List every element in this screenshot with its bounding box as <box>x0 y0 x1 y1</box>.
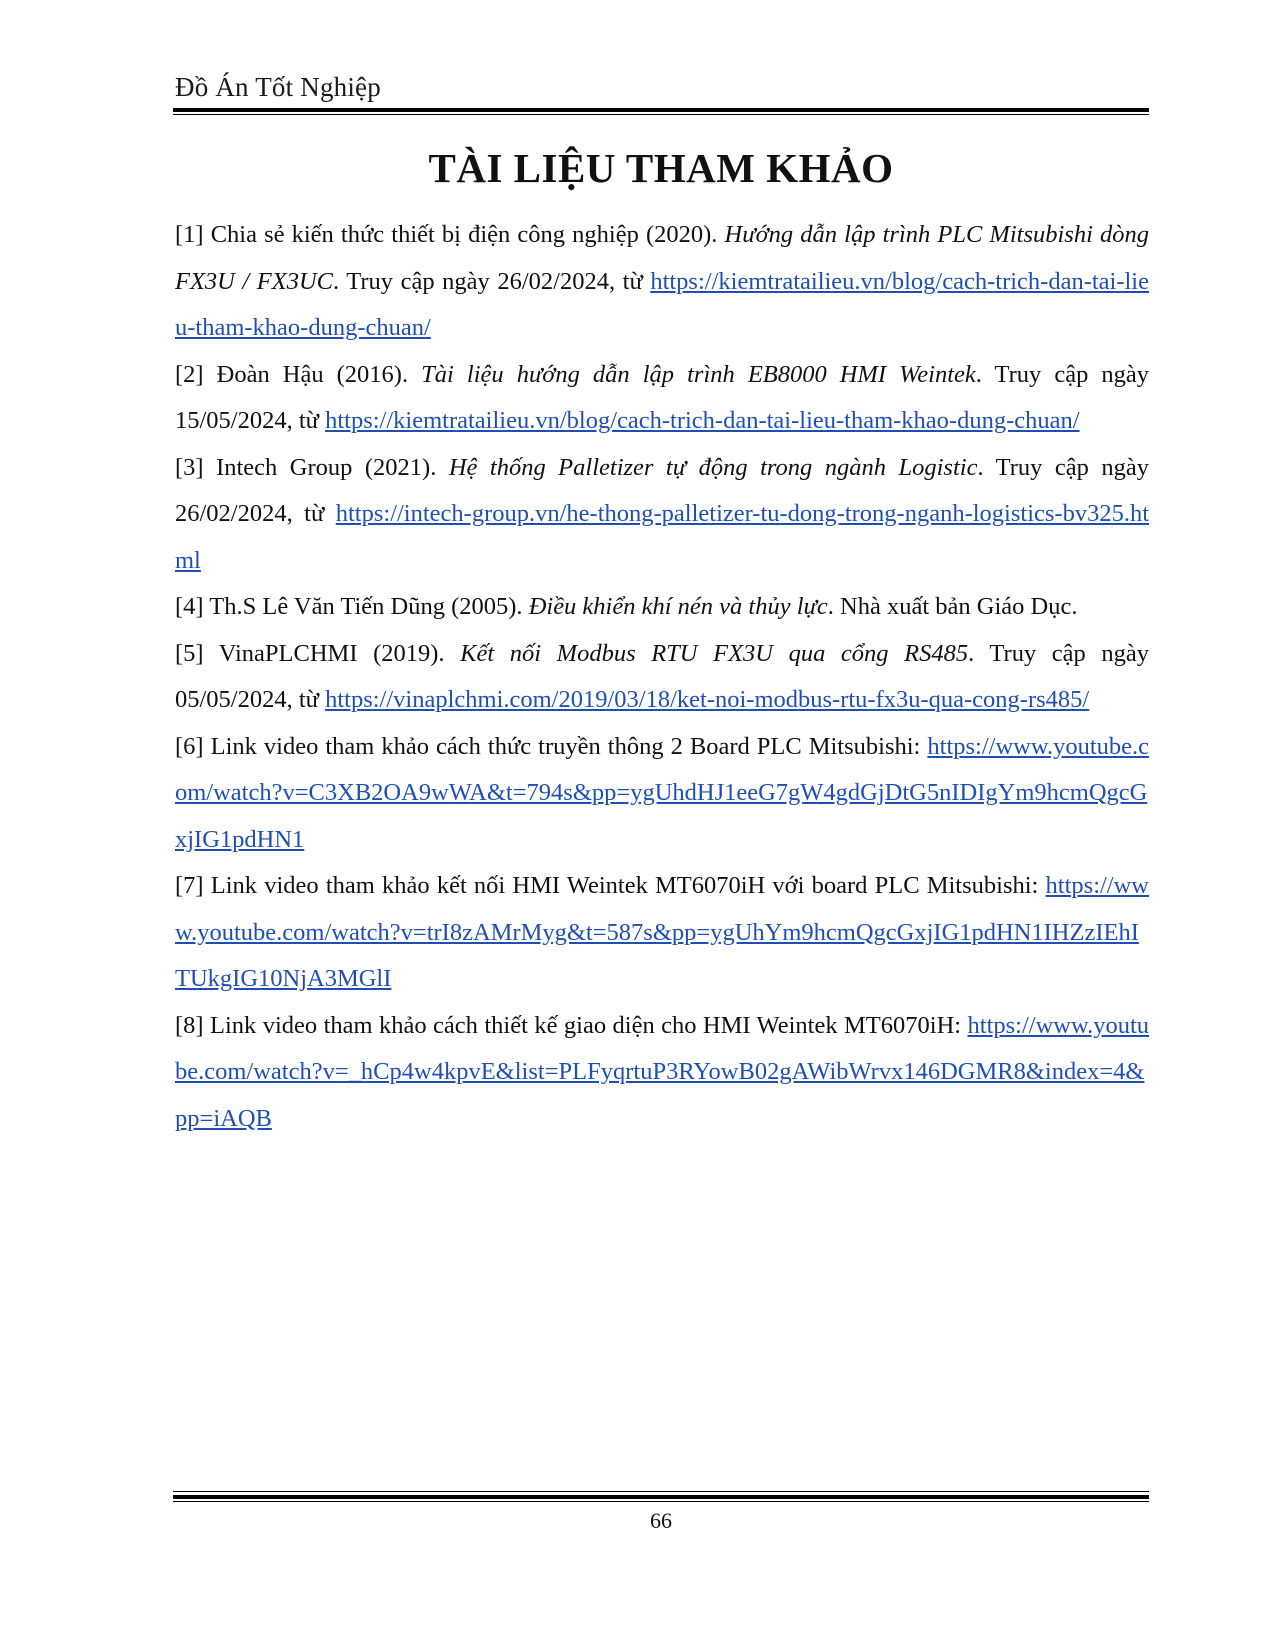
reference-item-6 <box>175 724 1149 864</box>
page-number: 66 <box>650 1508 672 1533</box>
reference-author: Intech Group (2021). <box>216 453 437 481</box>
reference-number: [4] <box>175 593 204 620</box>
footer-rule-thin-lower <box>173 1501 1149 1502</box>
reference-description: Link video tham khảo cách thiết kế giao diện cho HMI Weintek MT6070iH: <box>210 1011 962 1039</box>
reference-link[interactable]: https://kiemtratailieu.vn/blog/cach-trich-dan-tai-lieu-tham-khao-dung-chuan/ <box>175 267 1149 341</box>
reference-access-note: . Truy cập ngày 26/02/2024, từ <box>175 453 1150 527</box>
reference-access-note: . Truy cập ngày 15/05/2024, từ <box>175 360 1150 434</box>
reference-item-1 <box>175 212 1149 352</box>
reference-work-title: Hệ thống Palletizer tự động trong ngành Logistic <box>448 453 978 481</box>
reference-number: [8] <box>175 1011 204 1039</box>
footer-rule-thick <box>173 1495 1149 1499</box>
reference-access-note: . Truy cập ngày 05/05/2024, từ <box>175 639 1150 713</box>
reference-item-8 <box>175 1003 1149 1143</box>
reference-item-7 <box>175 863 1149 1003</box>
reference-author: Th.S Lê Văn Tiến Dũng (2005). <box>209 593 523 620</box>
header-rule-thin <box>173 114 1149 115</box>
reference-item-3 <box>175 445 1149 585</box>
reference-work-title: Kết nối Modbus RTU FX3U qua cổng RS485 <box>460 639 969 667</box>
footer-rule-thin <box>173 1491 1149 1492</box>
reference-description: Link video tham khảo cách thức truyền thông 2 Board PLC Mitsubishi: <box>210 732 921 760</box>
reference-work-title: Tài liệu hướng dẫn lập trình EB8000 HMI Weintek <box>421 360 976 388</box>
reference-publisher: . Nhà xuất bản Giáo Dục. <box>827 593 1078 620</box>
reference-author: VinaPLCHMI (2019). <box>218 639 445 667</box>
reference-number: [1] <box>175 221 204 248</box>
reference-work-title: Điều khiển khí nén và thủy lực <box>528 593 828 620</box>
reference-item-2 <box>175 352 1149 445</box>
reference-link[interactable]: https://vinaplchmi.com/2019/03/18/ket-noi-modbus-rtu-fx3u-qua-cong-rs485/ <box>325 686 1090 713</box>
reference-video-link[interactable]: https://www.youtube.com/watch?v=C3XB2OA9wWA&t=794s&pp=ygUhdHJ1eeG7gW4gdGjDtG5nIDIgYm9hcmQgcGxjIG1pdHN1 <box>175 732 1150 853</box>
reference-item-4 <box>175 584 1149 631</box>
running-header: Đồ Án Tốt Nghiệp <box>175 72 381 102</box>
reference-number: [6] <box>175 732 204 760</box>
reference-number: [3] <box>175 453 204 481</box>
reference-description: Link video tham khảo kết nối HMI Weintek MT6070iH với board PLC Mitsubishi: <box>210 872 1039 899</box>
page-title: TÀI LIỆU THAM KHẢO <box>428 145 894 191</box>
reference-author: Chia sẻ kiến thức thiết bị điện công nghiệp (2020). <box>210 221 718 248</box>
reference-video-link[interactable]: https://www.youtube.com/watch?v=_hCp4w4kpvE&list=PLFyqrtuP3RYowB02gAWibWrvx146DGMR8&index=4&pp=iAQB <box>175 1011 1150 1132</box>
header-rule-thick <box>173 108 1149 112</box>
reference-link[interactable]: https://kiemtratailieu.vn/blog/cach-trich-dan-tai-lieu-tham-khao-dung-chuan/ <box>325 407 1080 434</box>
reference-link[interactable]: https://intech-group.vn/he-thong-palletizer-tu-dong-trong-nganh-logistics-bv325.html <box>175 500 1150 574</box>
reference-work-title: Hướng dẫn lập trình PLC Mitsubishi dòng FX3U / FX3UC <box>175 221 1150 295</box>
reference-number: [7] <box>175 872 204 899</box>
reference-number: [2] <box>175 360 204 388</box>
reference-number: [5] <box>175 639 204 667</box>
reference-author: Đoàn Hậu (2016). <box>216 360 409 388</box>
reference-list <box>175 212 1149 1142</box>
reference-access-note: . Truy cập ngày 26/02/2024, từ <box>333 267 643 295</box>
reference-video-link[interactable]: https://www.youtube.com/watch?v=trI8zAMrMyg&t=587s&pp=ygUhYm9hcmQgcGxjIG1pdHN1IHZzIEhITUkgIG10NjA3MGlI <box>175 872 1150 992</box>
reference-item-5 <box>175 631 1149 724</box>
